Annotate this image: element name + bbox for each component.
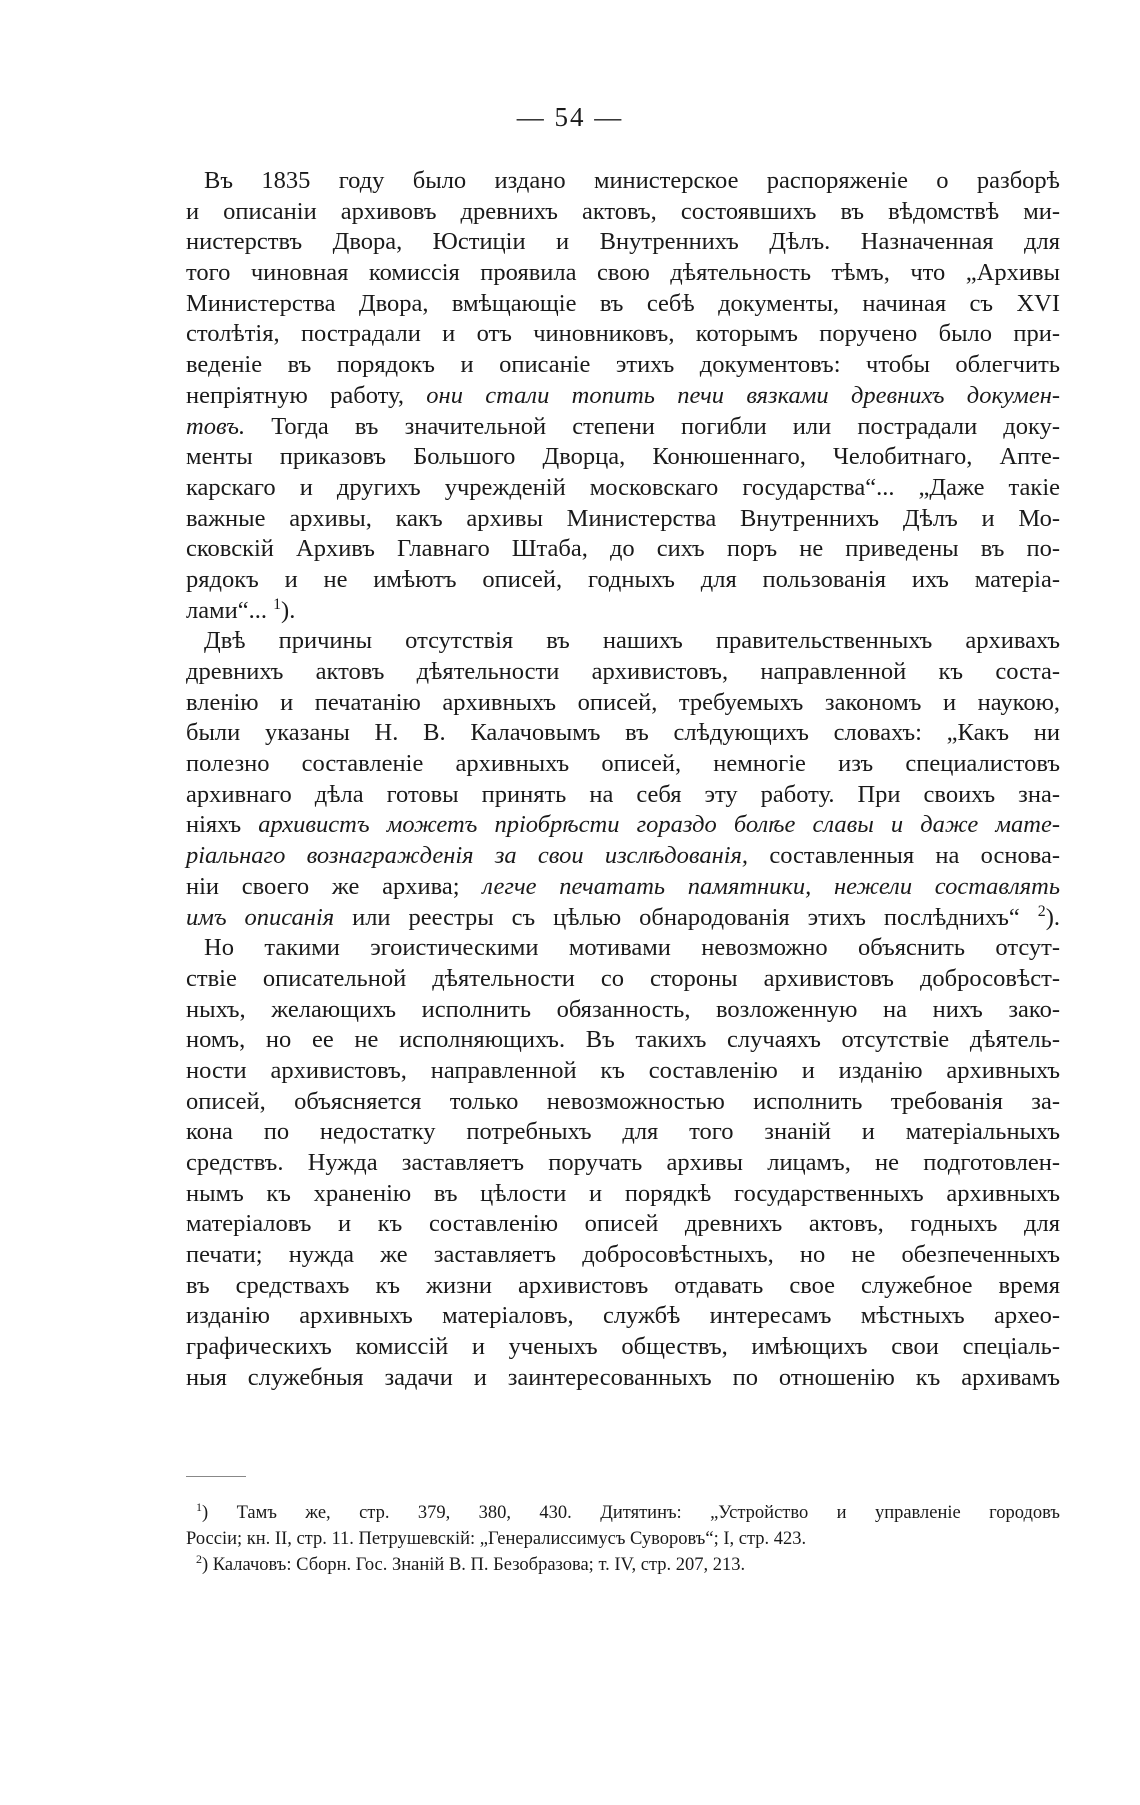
text-line: Министерства Двора, вмѣщающіе въ себѣ документы, начиная съ XVI — [186, 289, 1060, 317]
text-run: или реестры съ цѣлью обнародованія этихъ послѣднихъ“ — [334, 903, 1038, 931]
footnote-ref: 2 — [1037, 902, 1046, 920]
text-line — [186, 841, 1060, 872]
italic-run: товъ. — [186, 412, 246, 440]
italic-run: легче печатать памятники, нежели составлять — [482, 872, 1060, 900]
text-run: ) Калачовъ: Сборн. Гос. Знаній В. П. Безобразова; т. IV, стр. 207, 213. — [202, 1555, 746, 1575]
text-line: важные архивы, какъ архивы Министерства Внутреннихъ Дѣлъ и Мо- — [186, 504, 1060, 532]
text-line: номъ, но ее не исполняющихъ. Въ такихъ случаяхъ отсутствіе дѣятель- — [186, 1026, 1060, 1054]
italic-run: они стали топить печи вязками древнихъ докумен- — [426, 381, 1061, 409]
text-line: рядокъ и не имѣютъ описей, годныхъ для пользованія ихъ матеріа- — [186, 565, 1060, 593]
text-line: того чиновная комиссія проявила свою дѣятельность тѣмъ, что „Архивы — [186, 259, 1060, 287]
text-run: ) Тамъ же, стр. 379, 380, 430. Дитятинъ: „Устройство и управленіе городовъ — [202, 1503, 1060, 1523]
footnote-line — [186, 1552, 1060, 1578]
text-run: лами“... — [186, 596, 267, 624]
text-line: Но такими эгоистическими мотивами невозможно объяснить отсут- — [204, 934, 1060, 962]
page-number: — 54 — — [516, 102, 624, 132]
footnote-2 — [186, 1552, 1060, 1578]
text-line: столѣтія, пострадали и отъ чиновниковъ, которымъ поручено было при- — [186, 320, 1060, 348]
text-line: были указаны Н. В. Калачовымъ въ слѣдующихъ словахъ: „Какъ ни — [186, 719, 1060, 747]
text-line: ности архивистовъ, направленной къ составленію и изданію архивныхъ — [186, 1056, 1060, 1084]
italic-run: имъ описанія — [186, 903, 335, 931]
text-line: кона по недостатку потребныхъ для того знаній и матеріальныхъ — [186, 1118, 1060, 1146]
text-run: Тогда въ значительной степени погибли или пострадали доку- — [245, 412, 1060, 440]
paragraph-2 — [186, 626, 1060, 933]
italic-run: архивистъ можетъ пріобрѣсти гораздо болѣе славы и даже мате- — [258, 811, 1060, 839]
text-line: ствіе описательной дѣятельности со стороны архивистовъ добросовѣст- — [186, 964, 1060, 992]
text-line — [186, 596, 1060, 627]
footnote-line: Россіи; кн. II, стр. 11. Петрушевскій: „Генералиссимусъ Суворовъ“; I, стр. 423. — [186, 1529, 807, 1549]
footnote-separator — [186, 1476, 246, 1478]
text-line: Въ 1835 году было издано министерское распоряженіе о разборѣ — [204, 167, 1060, 194]
paragraph-1 — [186, 166, 1060, 626]
footnote-line — [186, 1500, 1060, 1526]
text-line — [186, 412, 1060, 443]
text-run: непріятную работу, — [186, 381, 427, 409]
text-line — [186, 903, 1060, 934]
footnote-marker: 1 — [196, 1499, 203, 1514]
text-line: Двѣ причины отсутствія въ нашихъ правительственныхъ архивахъ — [204, 627, 1060, 655]
footnote-ref: 1 — [273, 595, 282, 613]
text-line: описей, объясняется только невозможностью исполнить требованія за- — [186, 1087, 1060, 1115]
text-line: ныхъ, желающихъ исполнить обязанность, возложенную на нихъ зако- — [186, 995, 1060, 1023]
text-line: полезно составленіе архивныхъ описей, немногіе изъ специалистовъ — [186, 750, 1060, 778]
text-run: ). — [281, 596, 296, 624]
text-line: ныя служебныя задачи и заинтересованныхъ по отношенію къ архивамъ — [186, 1363, 1060, 1391]
text-line: матеріаловъ и къ составленію описей древнихъ актовъ, годныхъ для — [186, 1210, 1060, 1238]
text-line: архивнаго дѣла готовы принять на себя эту работу. При своихъ зна- — [186, 780, 1060, 808]
footnotes — [186, 1500, 1060, 1578]
footnote-1 — [186, 1500, 1060, 1552]
text-run: составленныя на основа- — [748, 842, 1060, 870]
text-run: ). — [1045, 903, 1060, 931]
italic-run: ріальнаго вознагражденія за свои изслѣдованія, — [186, 842, 749, 870]
text-line: печати; нужда же заставляетъ добросовѣстныхъ, но не обезпеченныхъ — [186, 1241, 1060, 1269]
text-line: карскаго и другихъ учрежденій московскаго государства“... „Даже такіе — [186, 473, 1060, 501]
body-text — [186, 166, 1060, 1394]
text-line — [186, 381, 1060, 412]
text-line: менты приказовъ Большого Дворца, Конюшеннаго, Челобитнаго, Апте- — [186, 443, 1060, 471]
text-line: графическихъ комиссій и ученыхъ обществъ, имѣющихъ свои спеціаль- — [186, 1333, 1060, 1361]
footnote-marker: 2 — [196, 1551, 203, 1566]
text-line: и описаніи архивовъ древнихъ актовъ, состоявшихъ въ вѣдомствѣ ми- — [186, 197, 1060, 225]
text-line: средствъ. Нужда заставляетъ поручать архивы лицамъ, не подготовлен- — [186, 1149, 1060, 1176]
text-line: изданію архивныхъ матеріаловъ, службѣ интересамъ мѣстныхъ археo- — [186, 1302, 1060, 1330]
text-run: ніяхъ — [186, 811, 259, 839]
text-line: въ средствахъ къ жизни архивистовъ отдавать свое служебное время — [186, 1271, 1060, 1299]
text-line — [186, 810, 1060, 841]
paragraph-3 — [186, 933, 1060, 1393]
text-line: нымъ къ храненію въ цѣлости и порядкѣ государственныхъ архивныхъ — [186, 1179, 1060, 1207]
text-line: вленію и печатанію архивныхъ описей, требуемыхъ закономъ и наукою, — [186, 688, 1060, 716]
text-line: веденіе въ порядокъ и описаніе этихъ документовъ: чтобы облегчить — [186, 351, 1060, 379]
text-line: нистерствъ Двора, Юстиціи и Внутреннихъ Дѣлъ. Назначенная для — [186, 228, 1060, 256]
text-run: ніи своего же архива; — [186, 872, 483, 900]
text-line: древнихъ актовъ дѣятельности архивистовъ, направленной къ соста- — [186, 658, 1060, 685]
text-line: сковскій Архивъ Главнаго Штаба, до сихъ поръ не приведены въ по- — [186, 535, 1060, 563]
text-line — [186, 872, 1060, 903]
